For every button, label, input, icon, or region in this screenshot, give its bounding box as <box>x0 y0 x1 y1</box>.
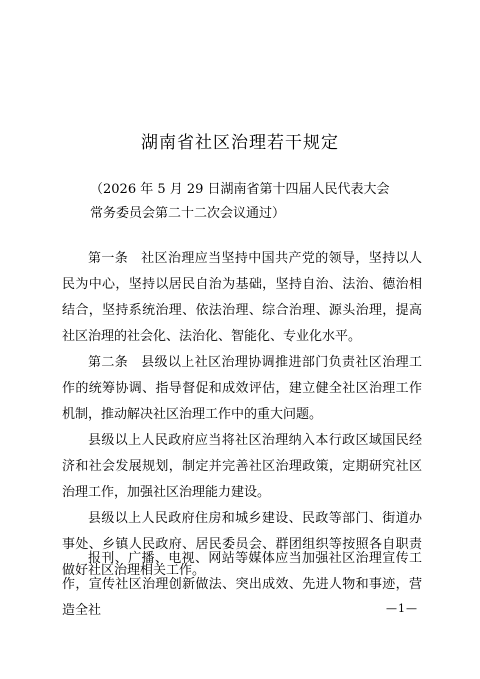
article-2-label: 第二条 <box>88 355 129 370</box>
article-2-paragraph-2: 县级以上人民政府应当将社区治理纳入本行政区域国民经济和社会发展规划，制定并完善社区治理政策，定期研究社区治理工作，加强社区治理能力建设。 <box>62 433 422 500</box>
document-subtitle-line-1: （2026 年 5 月 29 日湖南省第十四届人民代表大会 <box>90 182 390 197</box>
article-1-text: 社区治理应当坚持中国共产党的领导，坚持以人民为中心，坚持以居民自治为基础，坚持自治、法治、德治相结合，坚持系统治理、依法治理、综合治理、源头治理，提高社区治理的社会化、法治化、智能化、专业化水平。 <box>62 251 422 344</box>
article-2-paragraph-3: 县级以上人民政府住房和城乡建设、民政等部门、街道办事处、乡镇人民政府、居民委员会、群团组织等按照各自职责做好社区治理相关工作。 <box>62 511 422 578</box>
article-2-paragraph-4: 报刊、广播、电视、网站等媒体应当加强社区治理宣传工作，宣传社区治理创新做法、突出成效、先进人物和事迹，营造全社 <box>62 551 422 618</box>
article-1-paragraph <box>62 246 422 350</box>
article-2-paragraph <box>62 350 422 428</box>
article-2-text: 县级以上社区治理协调推进部门负责社区治理工作的统筹协调、指导督促和成效评估，建立健全社区治理工作机制，推动解决社区治理工作中的重大问题。 <box>62 355 422 422</box>
document-title: 湖南省社区治理若干规定 <box>141 133 339 153</box>
document-subtitle-line-2: 常务委员会第二十二次会议通过） <box>90 206 286 221</box>
article-1-label: 第一条 <box>88 251 129 266</box>
page-number: —1— <box>386 602 418 615</box>
